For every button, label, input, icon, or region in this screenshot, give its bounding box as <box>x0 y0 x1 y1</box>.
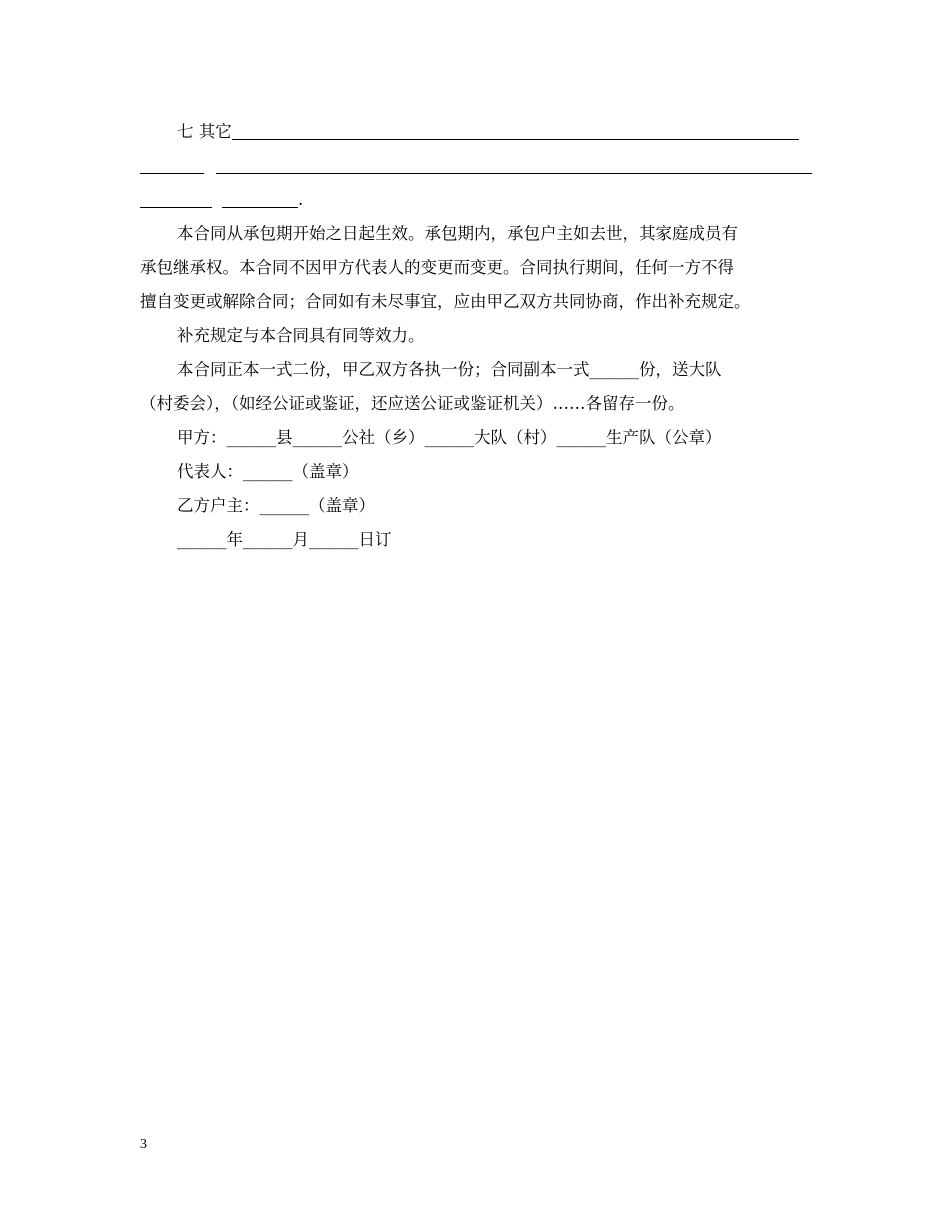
signature-date <box>140 523 812 557</box>
paragraph-line <box>140 353 812 387</box>
blank-line-end: . <box>298 190 304 209</box>
blank-fill-line <box>140 155 204 174</box>
signature-representative <box>140 455 812 489</box>
signature-party-b <box>140 489 812 523</box>
blank-line-row <box>140 149 812 183</box>
blank-fill-line <box>216 155 812 174</box>
paragraph-text: 本合同正本一式二份，甲乙双方各执一份；合同副本一式______份，送大队 <box>177 360 722 379</box>
blank-line-row <box>140 183 812 217</box>
signature-text: 代表人：______（盖章） <box>177 462 359 481</box>
signature-text: 乙方户主：______（盖章） <box>177 496 375 515</box>
signature-text: 甲方：______县______公社（乡）______大队（村）______生产队（公章） <box>177 428 722 447</box>
paragraph-text: 擅自变更或解除合同；合同如有未尽事宜，应由甲乙双方共同协商，作出补充规定。 <box>140 292 751 311</box>
paragraph-line <box>140 387 812 421</box>
paragraph-text: 补充规定与本合同具有同等效力。 <box>177 326 425 345</box>
paragraph-line <box>140 319 812 353</box>
paragraph-line <box>140 285 812 319</box>
blank-fill-line <box>222 189 298 208</box>
paragraph-text: 承包继承权。本合同不因甲方代表人的变更而变更。合同执行期间，任何一方不得 <box>140 258 734 277</box>
paragraph-text: （村委会），（如经公证或鉴证，还应送公证或鉴证机关）……各留存一份。 <box>140 394 685 413</box>
blank-fill-line <box>140 189 212 208</box>
paragraph-line <box>140 251 812 285</box>
signature-party-a <box>140 421 812 455</box>
paragraph-text: 本合同从承包期开始之日起生效。承包期内，承包户主如去世，其家庭成员有 <box>177 224 738 243</box>
section-heading-line <box>140 115 812 149</box>
section-heading: 七 其它 <box>177 122 232 141</box>
blank-fill-line <box>232 121 799 140</box>
page-number: 3 <box>140 1137 147 1152</box>
signature-text: ______年______月______日订 <box>177 530 392 549</box>
document-body <box>140 115 812 557</box>
paragraph-line <box>140 217 812 251</box>
